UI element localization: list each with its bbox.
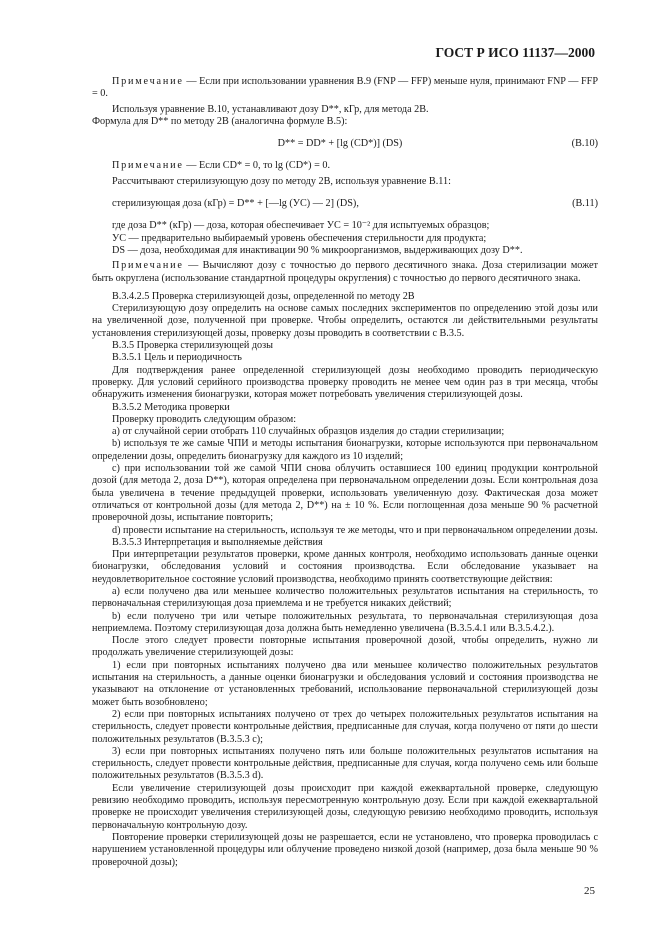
note-text: — Вычисляют дозу с точностью до первого десятичного знака. Доза стерилизации может быть округлена (использование стандартной процедуры округления) с точностью до первого десятичного знака. bbox=[92, 260, 598, 284]
page-content bbox=[92, 76, 598, 869]
note-label: Примечание bbox=[112, 260, 184, 272]
formula-b11 bbox=[92, 198, 598, 210]
formula-b10 bbox=[92, 138, 598, 150]
section-b353-after: После этого следует провести повторные испытания проверочной дозой, чтобы определить, нужно ли продолжать увеличение стерилизующей дозы: bbox=[92, 635, 598, 659]
section-b3425-text: Стерилизующую дозу определить на основе самых последних экспериментов по определению этой дозы или на увеличенной дозе, полученной при проверке. Чтобы определить, остаются ли действительными результаты установления стерилизующей дозы, проверку дозы проводить в соответствии с B.3.5. bbox=[92, 303, 598, 339]
section-b352-title: B.3.5.2 Методика проверки bbox=[112, 401, 230, 413]
formula-b11-number: (B.11) bbox=[572, 198, 598, 210]
section-b351-title: B.3.5.1 Цель и периодичность bbox=[112, 352, 242, 364]
section-b353-title: B.3.5.3 Интерпретация и выполняемые действия bbox=[112, 536, 323, 548]
section-b352-item-b: b) используя те же самые ЧПИ и методы испытания бионагрузки, которые используются при первоначальном определении дозы, определить бионагрузку для каждого из 10 изделий; bbox=[92, 438, 598, 462]
section-b353-item-1: 1) если при повторных испытаниях получено два или меньшее количество положительных результатов испытания на стерильность, а данные оценки бионагрузки и обследования условий и состояния производства не указывают на отклонение от установленных требований, использование первоначальной стерилизующей дозы может быть возобновлено; bbox=[92, 659, 598, 708]
formula-b10-number: (B.10) bbox=[571, 138, 598, 150]
section-b352-item-d: d) провести испытание на стерильность, используя те же методы, что и при первоначальном определении дозы. bbox=[112, 524, 598, 536]
formula-legend bbox=[92, 220, 598, 257]
legend-ds: DS — доза, необходимая для инактивации 90 % микроорганизмов, выдерживающих дозу D**. bbox=[112, 244, 523, 256]
section-b3425-title: B.3.4.2.5 Проверка стерилизующей дозы, определенной по методу 2B bbox=[112, 290, 415, 302]
b11-intro: Рассчитывают стерилизующую дозу по методу 2B, используя уравнение B.11: bbox=[112, 175, 451, 187]
section-b352-item-c: c) при использовании той же самой ЧПИ снова облучить оставшиеся 100 единиц продукции контрольной дозой (для метода 2, доза D**), которая определена при первоначальном определении дозы. Если контрольная доза была увеличена в течение предыдущей проверки, использовать увеличенную дозу. Фактическая доза может отличаться от контрольной дозы (для метода 2, D**) на ± 10 %. Если поглощенная доза меньше 90 % расчетной проверочной дозы, испытание повторить; bbox=[92, 463, 598, 524]
note-text: — Если CD* = 0, то lg (CD*) = 0. bbox=[186, 160, 331, 172]
section-b352-item-a: a) от случайной серии отобрать 110 случайных образцов изделия до стадии стерилизации; bbox=[112, 426, 505, 438]
b10-intro: Используя уравнение B.10, устанавливают дозу D**, кГр, для метода 2B. bbox=[112, 103, 429, 115]
note-b9 bbox=[92, 76, 598, 101]
formula-b11-expression: стерилизующая доза (кГр) = D** + [—lg (УС) — 2] (DS), bbox=[112, 198, 359, 210]
section-b353-item-3: 3) если при повторных испытаниях получено пять или больше положительных результатов испытания на стерильность, следует провести контрольные действия, предписанные для случая, когда получено семь или больше положительных результатов (B.3.5.3 d). bbox=[92, 745, 598, 782]
note-rounding bbox=[92, 260, 598, 285]
formula-b10-expression: D** = DD* + [lg (CD*)] (DS) bbox=[277, 138, 403, 150]
b10-formula-label: Формула для D** по методу 2B (аналогична формуле B.5): bbox=[92, 115, 348, 127]
legend-us: УС — предварительно выбираемый уровень обеспечения стерильности для продукта; bbox=[112, 232, 487, 244]
section-b352-intro: Проверку проводить следующим образом: bbox=[112, 413, 297, 425]
section-b353-intro: При интерпретации результатов проверки, кроме данных контроля, необходимо использовать данные оценки бионагрузки, обследования условий и состояния производства. Если обследование указывает на неудовлетворительное состояние условий производства, необходимо принять соответствующие действия: bbox=[92, 549, 598, 585]
section-b353-item-2: 2) если при повторных испытаниях получено от трех до четырех положительных результатов испытания на стерильность, следует провести контрольные действия, предписанные для случая, когда получено от пяти до шести положительных результатов (B.3.5.3 c); bbox=[92, 708, 598, 745]
document-code-header: ГОСТ Р ИСО 11137—2000 bbox=[435, 45, 595, 60]
note-cd bbox=[92, 160, 598, 172]
note-label: Примечание bbox=[112, 76, 184, 87]
legend-d: где доза D** (кГр) — доза, которая обеспечивает УС = 10⁻² для испытуемых образцов; bbox=[112, 220, 490, 232]
section-b353-item-a: a) если получено два или меньшее количество положительных результатов испытания на стерильность, то первоначальная стерилизующая доза приемлема и не требуется никаких действий; bbox=[92, 585, 598, 610]
section-b351-text: Для подтверждения ранее определенной стерилизующей дозы необходимо проводить периодическую проверку. Для условий серийного производства проверку проводить не менее чем один раз в три месяца, чтобы обнаружить изменения бионагрузки, которая может потребовать увеличения стерилизующей дозы. bbox=[92, 364, 598, 401]
note-label: Примечание bbox=[112, 160, 184, 172]
section-b353-item-b: b) если получено три или четыре положительных результата, то первоначальная стерилизующая доза неприемлема. Поэтому стерилизующая доза должна быть немедленно увеличена (B.3.5.4.1 или B.3.5.4.2.). bbox=[92, 610, 598, 634]
note-text: — Если при использовании уравнения B.9 (FNP — FFP) меньше нуля, принимают FNP — FFP = 0. bbox=[92, 76, 599, 100]
page-number: 25 bbox=[584, 885, 595, 897]
section-b353-quarterly: Если увеличение стерилизующей дозы происходит при каждой ежеквартальной проверке, следующую ревизию необходимо проводить, используя пересмотренную контрольную дозу. Если при каждой ежеквартальной проверке не происходит увеличения стерилизующей дозы, следующую ревизию необходимо проводить, используя первоначальную контрольную дозу. bbox=[92, 782, 598, 831]
section-b35-title: B.3.5 Проверка стерилизующей дозы bbox=[112, 340, 273, 352]
section-b353-repeat: Повторение проверки стерилизующей дозы не разрешается, если не установлено, что проверка проводилась с нарушением установленной процедуры или облучение проведено низкой дозой (например, доза была меньше 90 % проверочной дозы); bbox=[92, 831, 598, 868]
